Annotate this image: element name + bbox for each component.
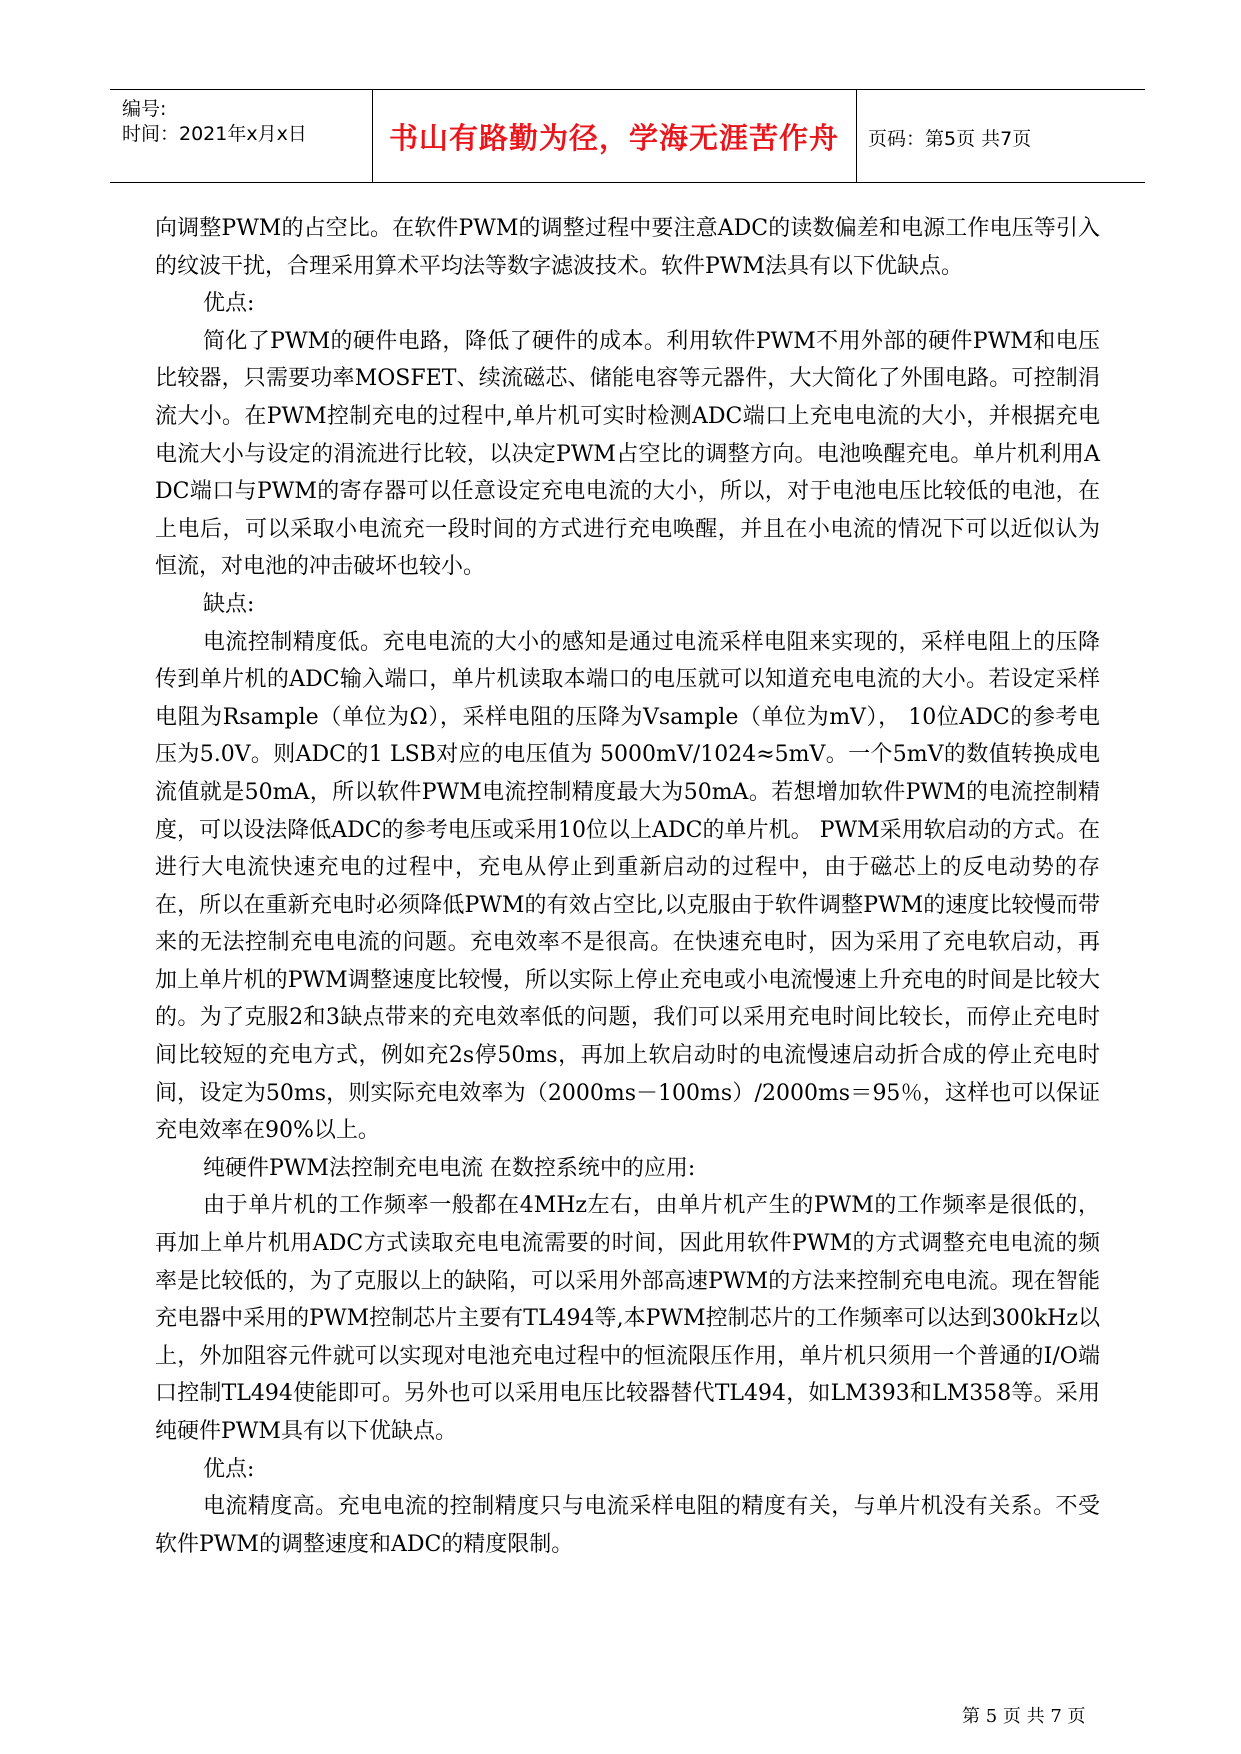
page-number-label: 页码：第5页 共7页 bbox=[868, 128, 1032, 150]
page-footer: 第 5 页 共 7 页 bbox=[962, 1706, 1086, 1727]
time-label: 时间：2021年x月x日 bbox=[122, 123, 307, 145]
advantages-heading-2: 优点: bbox=[203, 1456, 255, 1482]
serial-label: 编号: bbox=[122, 98, 167, 120]
header-right-cell bbox=[856, 90, 1145, 182]
paragraph-advantages-2: 电流精度高。充电电流的控制精度只与电流采样电阻的精度有关，与单片机没有关系。不受软件PWM的调整速度和ADC的精度限制。 bbox=[155, 1494, 1100, 1557]
section-heading-hardware-pwm: 纯硬件PWM法控制充电电流 在数控系统中的应用: bbox=[203, 1155, 696, 1181]
header-left-cell bbox=[110, 90, 373, 182]
header-center-cell bbox=[372, 90, 857, 182]
page-header bbox=[110, 89, 1145, 183]
advantages-heading: 优点: bbox=[203, 291, 255, 317]
document-body bbox=[155, 210, 1100, 1563]
paragraph-advantages: 简化了PWM的硬件电路，降低了硬件的成本。利用软件PWM不用外部的硬件PWM和电压比较器，只需要功率MOSFET、续流磁芯、储能电容等元器件，大大简化了外围电路。可控制涓流大小。在PWM控制充电的过程中,单片机可实时检测ADC端口上充电电流的大小，并根据充电电流大小与设定的涓流进行比较，以决定PWM占空比的调整方向。电池唤醒充电。单片机利用ADC端口与PWM的寄存器可以任意设定充电电流的大小，所以，对于电池电压比较低的电池，在上电后，可以采取小电流充一段时间的方式进行充电唤醒，并且在小电流的情况下可以近似认为恒流，对电池的冲击破坏也较小。 bbox=[155, 328, 1100, 580]
paragraph-disadvantages: 电流控制精度低。充电电流的大小的感知是通过电流采样电阻来实现的，采样电阻上的压降传到单片机的ADC输入端口，单片机读取本端口的电压就可以知道充电电流的大小。若设定采样电阻为Rsample（单位为Ω），采样电阻的压降为Vsample（单位为mV）， 10位ADC的参考电压为5.0V。则ADC的1 LSB对应的电压值为 5000mV/1024≈5mV。一个5mV的数值转换成电流值就是50mA，所以软件PWM电流控制精度最大为50mA。若想增加软件PWM的电流控制精度，可以设法降低ADC的参考电压或采用10位以上ADC的单片机。 PWM采用软启动的方式。在进行大电流快速充电的过程中，充电从停止到重新启动的过程中，由于磁芯上的反电动势的存在，所以在重新充电时必须降低PWM的有效占空比,以克服由于软件调整PWM的速度比较慢而带来的无法控制充电电流的问题。充电效率不是很高。在快速充电时，因为采用了充电软启动，再加上单片机的PWM调整速度比较慢，所以实际上停止充电或小电流慢速上升充电的时间是比较大的。为了克服2和3缺点带来的充电效率低的问题，我们可以采用充电时间比较长，而停止充电时间比较短的充电方式，例如充2s停50ms，再加上软启动时的电流慢速启动折合成的停止充电时间，设定为50ms，则实际充电效率为（2000ms－100ms）/2000ms＝95％，这样也可以保证充电效率在90%以上。 bbox=[155, 629, 1100, 1144]
paragraph-hardware-pwm: 由于单片机的工作频率一般都在4MHz左右，由单片机产生的PWM的工作频率是很低的，再加上单片机用ADC方式读取充电电流需要的时间，因此用软件PWM的方式调整充电电流的频率是比较低的，为了克服以上的缺陷，可以采用外部高速PWM的方法来控制充电电流。现在智能充电器中采用的PWM控制芯片主要有TL494等,本PWM控制芯片的工作频率可以达到300kHz以上，外加阻容元件就可以实现对电池充电过程中的恒流限压作用，单片机只须用一个普通的I/O端口控制TL494使能即可。另外也可以采用电压比较器替代TL494，如LM393和LM358等。采用纯硬件PWM具有以下优缺点。 bbox=[155, 1193, 1100, 1444]
paragraph-continuation: 向调整PWM的占空比。在软件PWM的调整过程中要注意ADC的读数偏差和电源工作电压等引入的纹波干扰，合理采用算术平均法等数字滤波技术。软件PWM法具有以下优缺点。 bbox=[155, 216, 1100, 279]
motto-text: 书山有路勤为径，学海无涯苦作舟 bbox=[388, 121, 839, 155]
disadvantages-heading: 缺点: bbox=[203, 591, 255, 617]
